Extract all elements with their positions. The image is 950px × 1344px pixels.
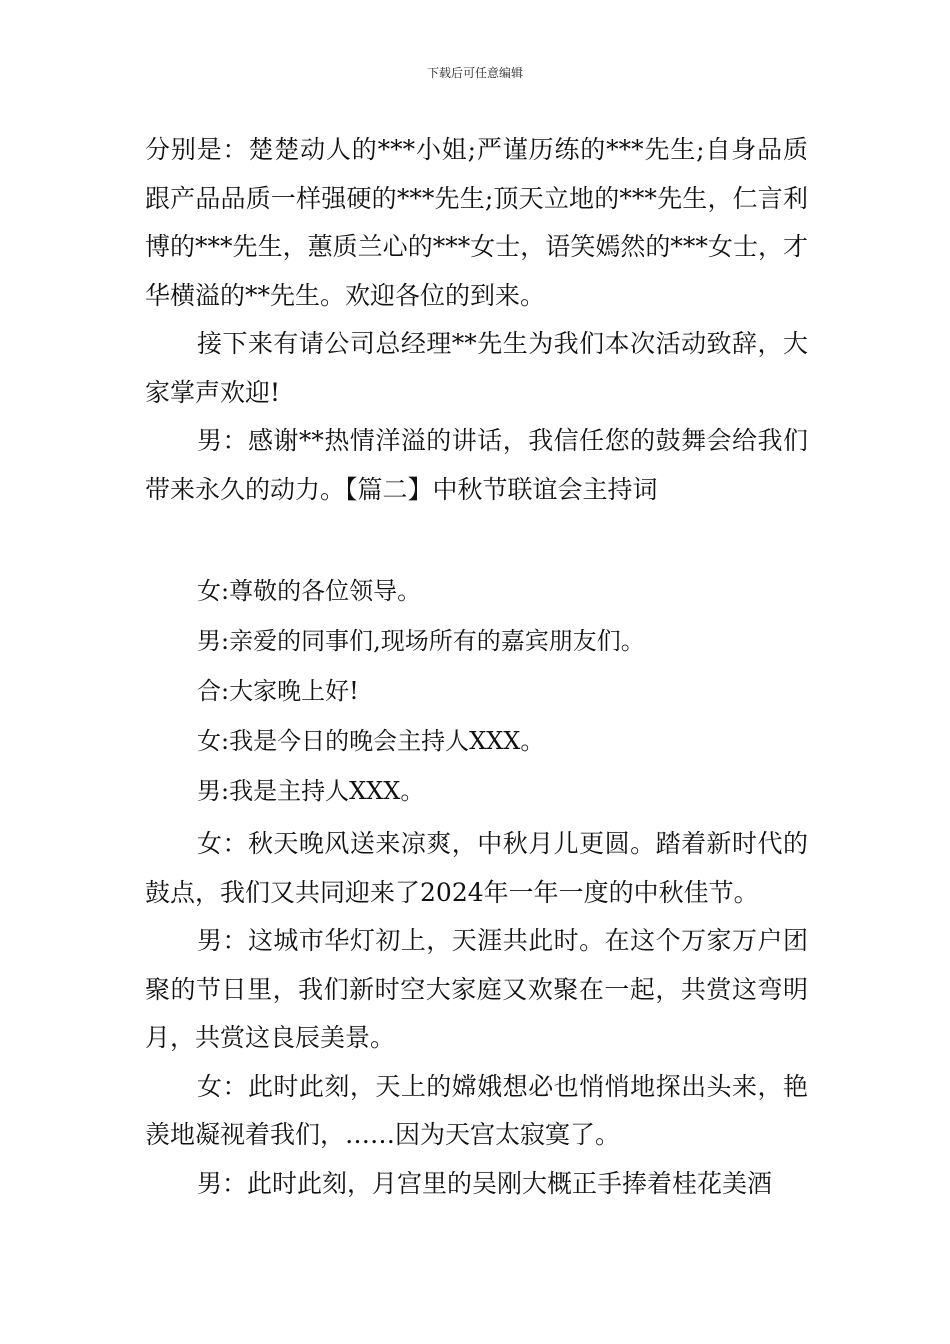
paragraph-manager-invitation: 接下来有请公司总经理**先生为我们本次活动致辞，大家掌声欢迎! [145, 329, 808, 407]
paragraph-thanks-and-section-title: 男：感谢**热情洋溢的讲话，我信任您的鼓舞会给我们带来永久的动力。【篇二】中秋节联谊会主持词 [145, 426, 808, 504]
paragraph-guest-introduction: 分别是：楚楚动人的***小姐;严谨历练的***先生;自身品质跟产品品质一样强硬的***先生;顶天立地的***先生，仁言利博的***先生，蕙质兰心的***女士，语笑嫣然的***女士，才华横溢的**先生。欢迎各位的到来。 [145, 135, 808, 310]
line-together-greeting: 合:大家晚上好! [197, 677, 359, 705]
paragraph-male-wu-gang: 男：此时此刻，月宫里的吴刚大概正手捧着桂花美酒 [197, 1168, 773, 1198]
page-header-note: 下载后可任意编辑 [426, 66, 523, 80]
line-female-greeting: 女:尊敬的各位领导。 [197, 577, 422, 605]
blank-line [145, 514, 808, 566]
line-male-greeting: 男:亲爱的同事们,现场所有的嘉宾朋友们。 [197, 627, 645, 655]
paragraph-female-change: 女：此时此刻，天上的嫦娥想必也悄悄地探出头来，艳羡地凝视着我们，……因为天宫太寂寞了。 [145, 1071, 808, 1149]
line-female-intro: 女:我是今日的晚会主持人XXX。 [197, 727, 545, 755]
paragraph-male-city-lights: 男：这城市华灯初上，天涯共此时。在这个万家万户团聚的节日里，我们新时空大家庭又欢聚在一起，共赏这弯明月，共赏这良辰美景。 [145, 926, 808, 1052]
line-male-intro: 男:我是主持人XXX。 [197, 777, 425, 805]
paragraph-female-autumn: 女：秋天晚风送来凉爽，中秋月儿更圆。踏着新时代的鼓点，我们又共同迎来了2024年一年一度的中秋佳节。 [145, 829, 808, 907]
document-body [145, 126, 808, 1208]
